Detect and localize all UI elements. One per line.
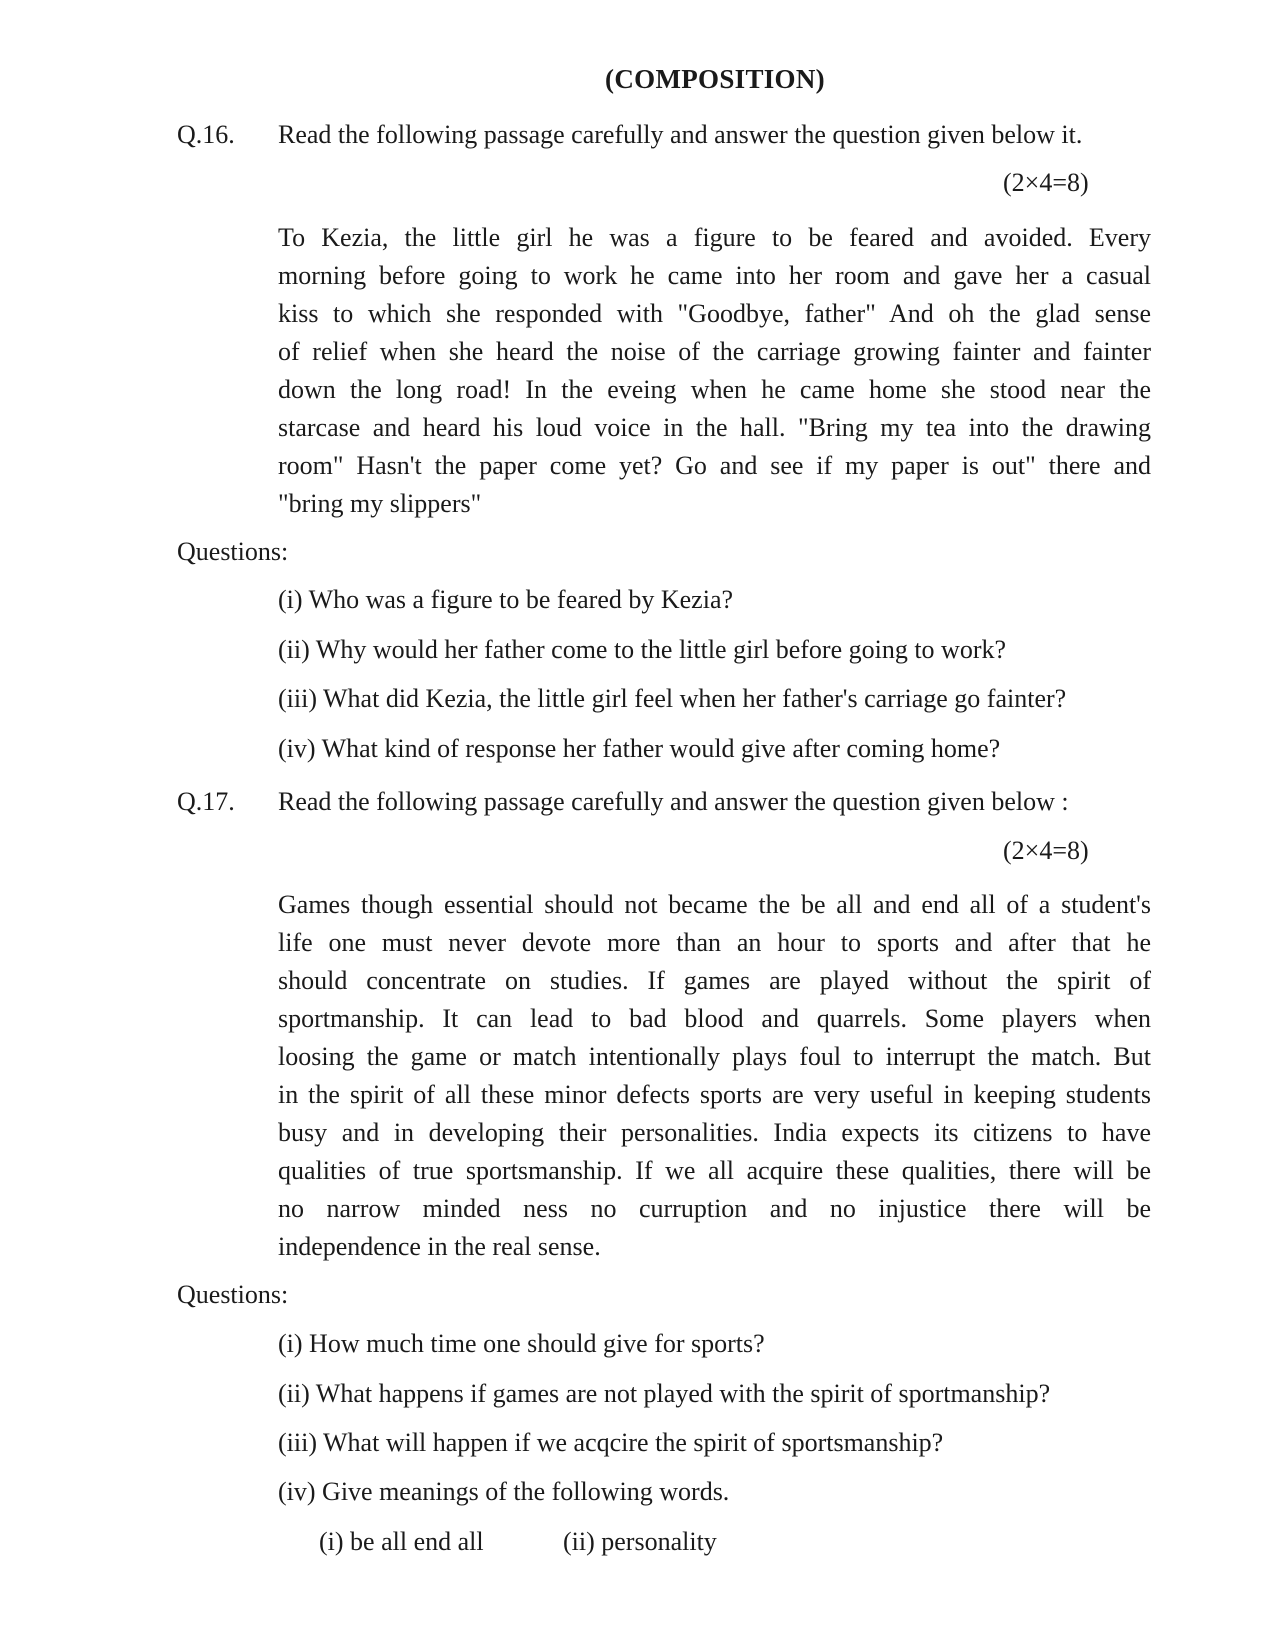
q16-number: Q.16. [177,120,235,149]
passage-line: kiss to which she responded with "Goodbye, father" And oh the glad sense [278,299,1151,328]
passage-line: morning before going to work he came into her room and gave her a casual [278,261,1151,290]
q17-question-4: (iv) Give meanings of the following words. [278,1477,730,1506]
passage-line: To Kezia, the little girl he was a figure to be feared and avoided. Every [278,223,1151,252]
q17-questions-label: Questions: [177,1280,289,1309]
passage-line: starcase and heard his loud voice in the hall. "Bring my tea into the drawing [278,413,1151,442]
q16-marks: (2×4=8) [1003,168,1089,197]
section-title: (COMPOSITION) [605,64,825,94]
q17-question-2: (ii) What happens if games are not played with the spirit of sportmanship? [278,1379,1051,1408]
passage-line: should concentrate on studies. If games are played without the spirit of [278,966,1151,995]
q16-questions-label: Questions: [177,537,289,566]
passage-line: down the long road! In the eveing when he came home she stood near the [278,375,1151,404]
passage-line: in the spirit of all these minor defects sports are very useful in keeping students [278,1080,1151,1109]
q16-passage [278,219,1151,523]
q17-marks: (2×4=8) [1003,836,1089,865]
q17-number: Q.17. [177,787,235,816]
q16-instruction: Read the following passage carefully and answer the question given below it. [278,120,1083,149]
passage-line: busy and in developing their personalities. India expects its citizens to have [278,1118,1151,1147]
q17-question-1: (i) How much time one should give for sports? [278,1329,765,1358]
word-1: (i) be all end all [319,1527,484,1556]
passage-line: Games though essential should not became the be all and end all of a student's [278,890,1151,919]
passage-line: qualities of true sportsmanship. If we all acquire these qualities, there will be [278,1156,1151,1185]
passage-line: life one must never devote more than an hour to sports and after that he [278,928,1151,957]
q17-instruction: Read the following passage carefully and answer the question given below : [278,787,1069,816]
q16-question-4: (iv) What kind of response her father would give after coming home? [278,734,1001,763]
passage-line: room" Hasn't the paper come yet? Go and see if my paper is out" there and [278,451,1151,480]
q17-words [319,1527,717,1557]
q17-passage [278,886,1151,1266]
passage-line: independence in the real sense. [278,1232,601,1261]
passage-line: sportmanship. It can lead to bad blood and quarrels. Some players when [278,1004,1151,1033]
q16-question-2: (ii) Why would her father come to the little girl before going to work? [278,635,1007,664]
passage-line: of relief when she heard the noise of the carriage growing fainter and fainter [278,337,1151,366]
word-2: (ii) personality [563,1527,717,1556]
q17-question-3: (iii) What will happen if we acqcire the spirit of sportsmanship? [278,1428,944,1457]
passage-line: "bring my slippers" [278,489,482,518]
passage-line: no narrow minded ness no curruption and no injustice there will be [278,1194,1151,1223]
passage-line: loosing the game or match intentionally plays foul to interrupt the match. But [278,1042,1151,1071]
q16-question-3: (iii) What did Kezia, the little girl feel when her father's carriage go fainter? [278,684,1067,713]
q16-question-1: (i) Who was a figure to be feared by Kezia? [278,585,734,614]
